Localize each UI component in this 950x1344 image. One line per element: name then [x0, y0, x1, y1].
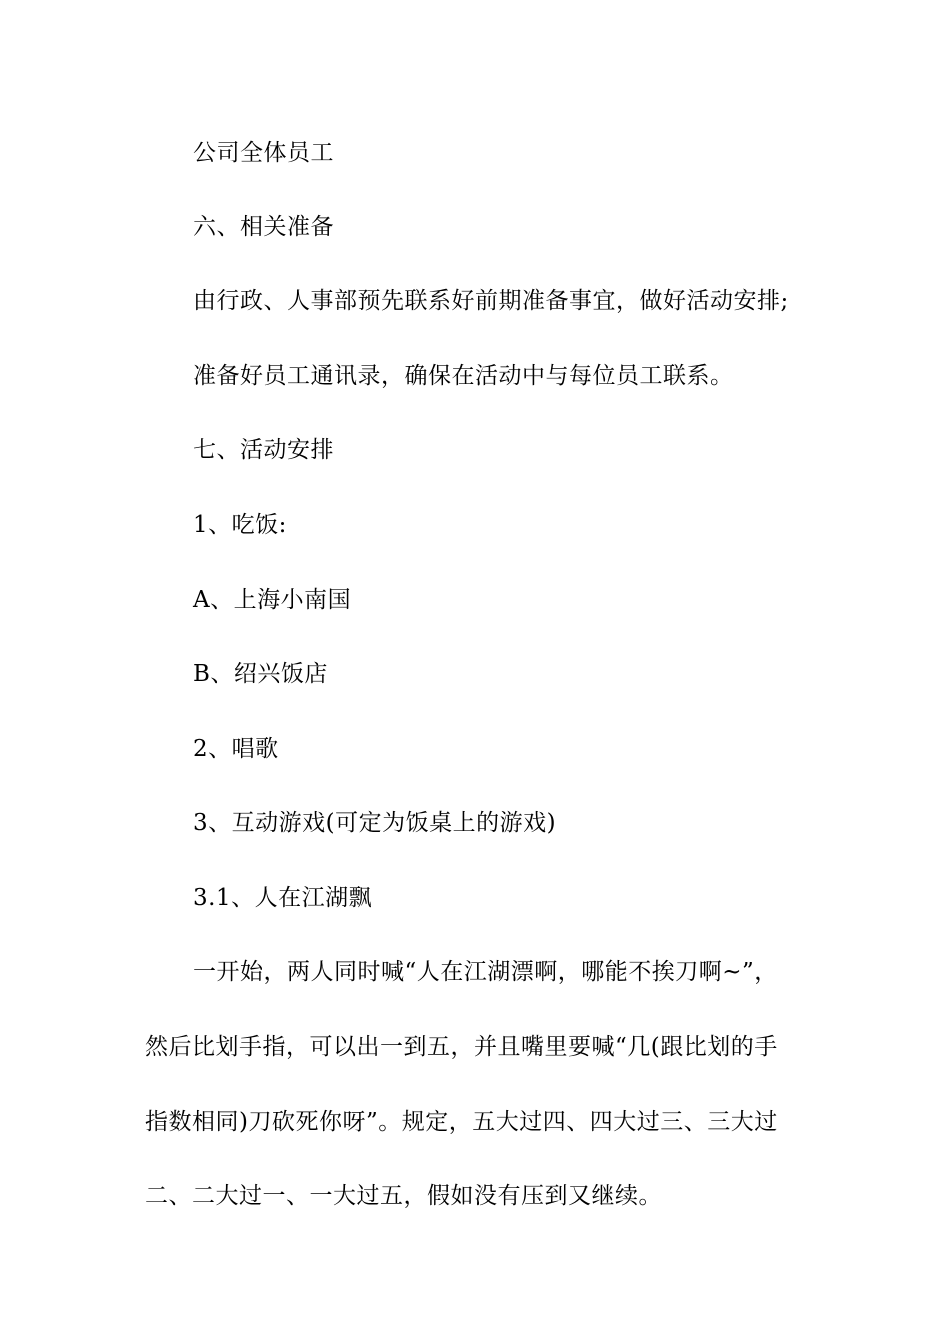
- item-games: 3、互动游戏(可定为饭桌上的游戏): [193, 810, 557, 836]
- paragraph-contact-list: 准备好员工通讯录，确保在活动中与每位员工联系。: [193, 363, 734, 389]
- item-singing: 2、唱歌: [193, 736, 279, 762]
- subitem-game-title: 3.1、人在江湖飘: [193, 885, 373, 911]
- section-heading-schedule: 七、活动安排: [193, 437, 334, 463]
- section-heading-preparation: 六、相关准备: [193, 214, 334, 240]
- paragraph-game-rules-line4: 二、二大过一、一大过五，假如没有压到又继续。: [145, 1183, 662, 1209]
- paragraph-admin-prep: 由行政、人事部预先联系好前期准备事宜，做好活动安排;: [193, 288, 789, 314]
- paragraph-game-rules-line1: 一开始，两人同时喊“人在江湖漂啊，哪能不挨刀啊~”，: [193, 959, 778, 985]
- item-restaurant-b: B、绍兴饭店: [193, 661, 328, 687]
- recipients-line: 公司全体员工: [193, 140, 334, 166]
- paragraph-game-rules-line3: 指数相同)刀砍死你呀”。规定，五大过四、四大过三、三大过: [145, 1109, 778, 1135]
- item-restaurant-a: A、上海小南国: [193, 587, 352, 613]
- item-dinner: 1、吃饭:: [193, 512, 287, 538]
- paragraph-game-rules-line2: 然后比划手指，可以出一到五，并且嘴里要喊“几(跟比划的手: [145, 1034, 778, 1060]
